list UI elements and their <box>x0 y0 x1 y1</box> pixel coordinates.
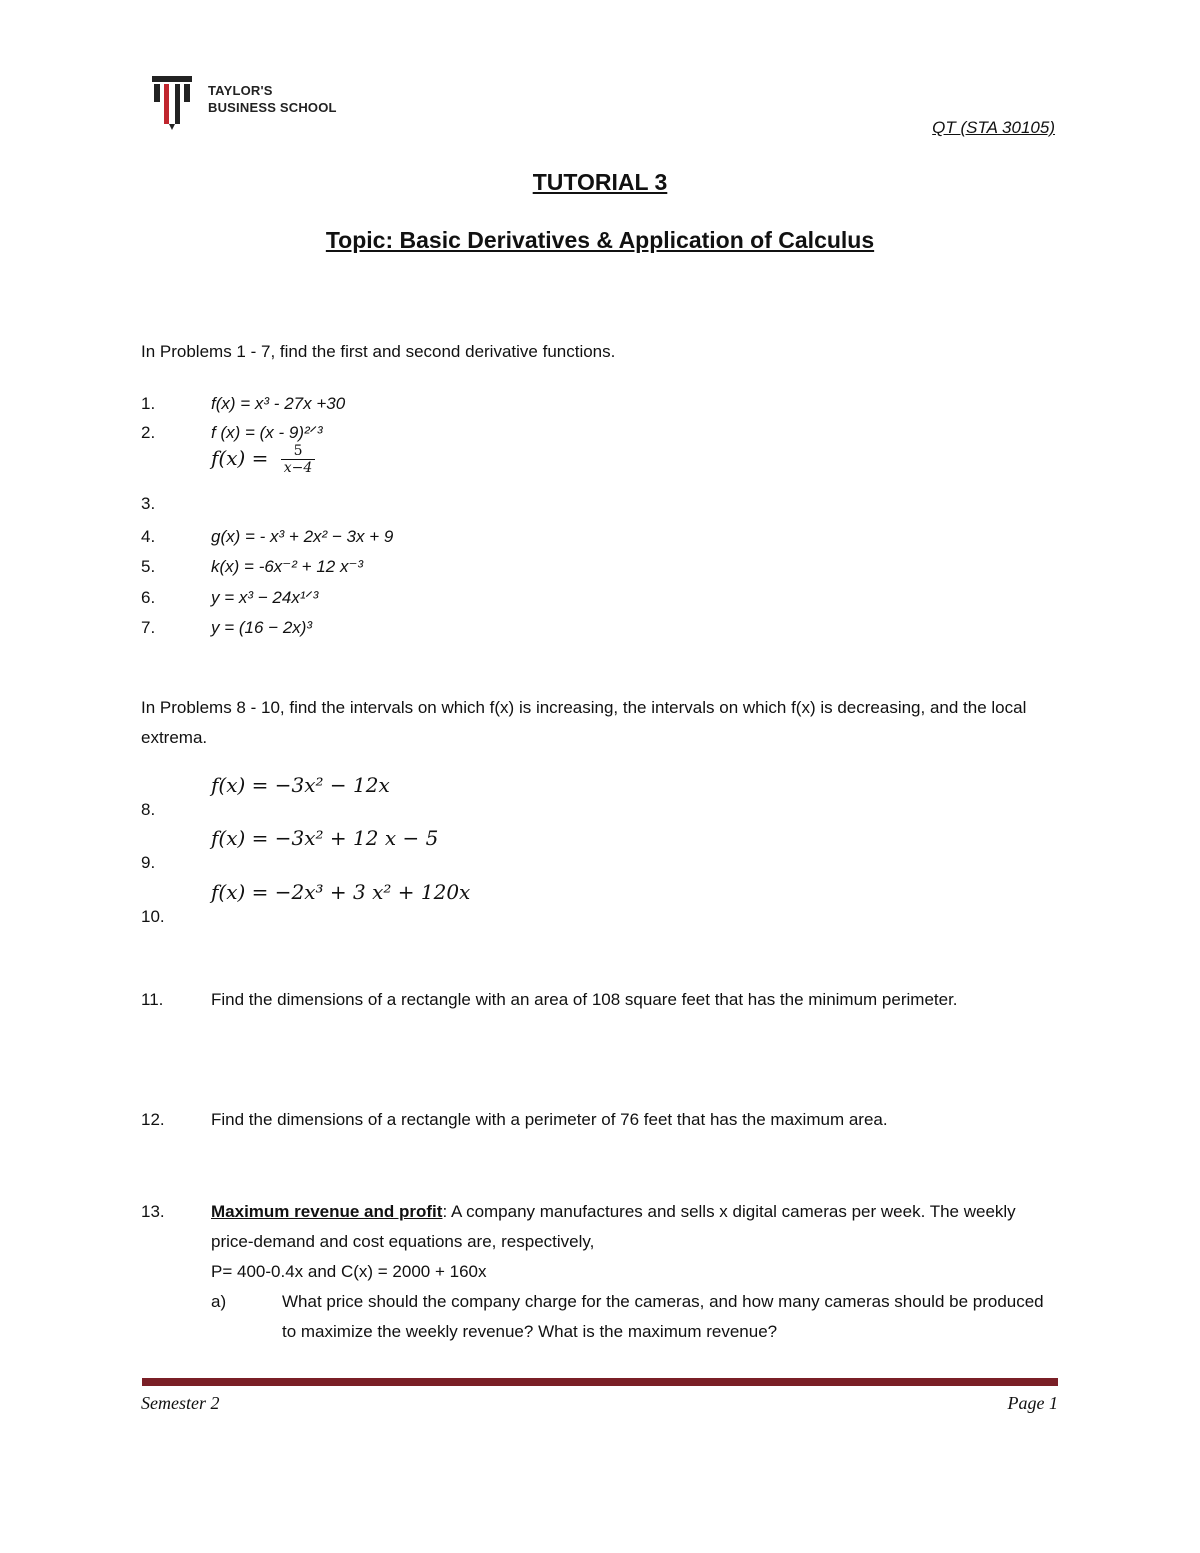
problem-13-equations: P= 400-0.4x and C(x) = 2000 + 160x <box>211 1262 487 1281</box>
topic-heading: Topic: Basic Derivatives & Application of Calculus <box>325 227 875 253</box>
equation-text: f(x) = −3x² − 12x <box>211 773 390 797</box>
problem-equation <box>211 826 438 850</box>
school-logo <box>150 74 350 130</box>
problem-equation: g(x) = - x³ + 2x² − 3x + 9 <box>211 527 394 546</box>
part-a-label: a) <box>211 1292 227 1311</box>
problem-number: 6. <box>141 588 156 607</box>
logo-text <box>208 82 337 116</box>
footer-semester: Semester 2 <box>141 1393 220 1413</box>
footer-rule <box>142 1378 1058 1386</box>
problem-number: 12. <box>141 1110 165 1129</box>
problem-13-heading: Maximum revenue and profit <box>211 1202 443 1221</box>
problem-number: 9. <box>141 853 156 872</box>
problem-13-text <box>211 1197 1061 1257</box>
footer-page-number: Page 1 <box>1007 1393 1058 1413</box>
problem-number: 10. <box>141 907 165 926</box>
problem-equation <box>211 773 390 797</box>
equation-text: f(x) = −3x² + 12 x − 5 <box>211 826 439 850</box>
problem-number: 3. <box>141 494 156 513</box>
problem-equation: y = (16 − 2x)³ <box>211 618 313 637</box>
problem-12-text: Find the dimensions of a rectangle with a perimeter of 76 feet that has the maximum area. <box>211 1110 888 1129</box>
logo-mark-icon <box>150 74 194 130</box>
problem-number: 13. <box>141 1202 165 1221</box>
fraction-denominator: x−4 <box>283 460 313 476</box>
course-code: QT (STA 30105) <box>932 118 1055 137</box>
problem-13-body: : A company manufactures and sells x digital cameras per week. The weekly price-demand and cost equations are, respectively, <box>211 1202 1016 1251</box>
section2-intro: In Problems 8 - 10, find the intervals on which f(x) is increasing, the intervals on which f(x) is decreasing, and the local extrema. <box>141 698 1027 747</box>
part-a-text: What price should the company charge for the cameras, and how many cameras should be produced to maximize the weekly revenue? What is the maximum revenue? <box>282 1292 1044 1341</box>
problem-3-equation <box>211 443 315 476</box>
problem-number: 11. <box>141 990 164 1009</box>
fraction <box>281 443 316 476</box>
problem-number: 5. <box>141 557 156 576</box>
logo-line2: BUSINESS SCHOOL <box>208 100 337 115</box>
fraction-lhs: f(x) = <box>211 446 269 470</box>
section1-intro: In Problems 1 - 7, find the first and second derivative functions. <box>141 342 616 361</box>
problem-equation: f(x) = x³ - 27x +30 <box>211 394 346 413</box>
logo-line1: TAYLOR'S <box>208 83 273 98</box>
equation-text: f(x) = −2x³ + 3 x² + 120x <box>211 880 471 904</box>
problem-number: 7. <box>141 618 156 637</box>
problem-equation: k(x) = -6x⁻² + 12 x⁻³ <box>211 557 364 576</box>
problem-number: 8. <box>141 800 156 819</box>
problem-number: 1. <box>141 394 156 413</box>
problem-equation <box>211 880 470 904</box>
fraction-numerator: 5 <box>281 443 316 460</box>
problem-equation: f (x) = (x - 9)²ᐟ³ <box>211 423 323 442</box>
problem-equation: y = x³ − 24x¹ᐟ³ <box>211 588 319 607</box>
page-title: TUTORIAL 3 <box>532 169 668 195</box>
problem-number: 2. <box>141 423 156 442</box>
problem-number: 4. <box>141 527 156 546</box>
problem-11-text: Find the dimensions of a rectangle with an area of 108 square feet that has the minimum perimeter. <box>211 990 958 1009</box>
